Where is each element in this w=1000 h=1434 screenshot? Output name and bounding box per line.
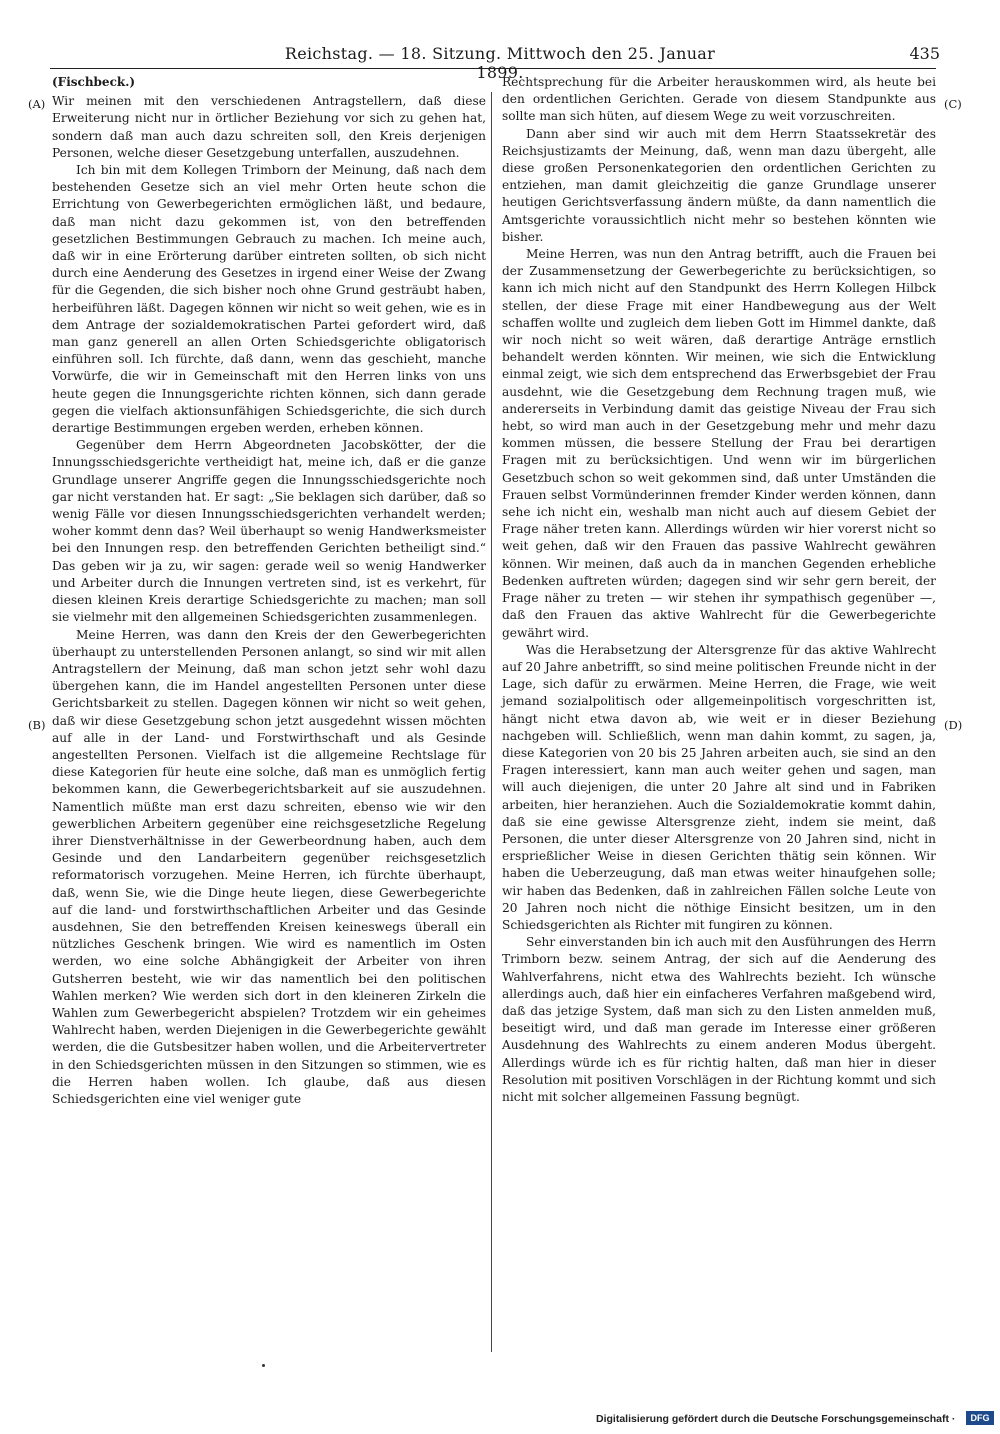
page-header: Reichstag. — 18. Sitzung. Mittwoch den 25. Januar 1899. bbox=[284, 44, 716, 82]
margin-mark-a: (A) bbox=[28, 97, 46, 111]
right-column bbox=[502, 74, 936, 1106]
column-divider bbox=[491, 92, 492, 1352]
margin-mark-d: (D) bbox=[944, 718, 963, 732]
right-paragraph-1: Rechtsprechung für die Arbeiter herauskommen wird, als heute bei den ordentlichen Gerichten. Gerade von diesem Standpunkte aus sollte man sich hüten, auf diesem Wege zu weit vorzuschreiten. bbox=[502, 75, 936, 124]
print-speck bbox=[262, 1364, 265, 1367]
right-paragraph-4: Was die Herabsetzung der Altersgrenze für das aktive Wahlrecht auf 20 Jahre anbetrifft, so sind meine politischen Freunde nicht in der Lage, sich dafür zu erwärmen. Meine Herren, die Frage, wie weit jemand sozialpolitisch oder allgemeinpolitisch vorgeschritten ist, hängt nicht etwa davon ab, wie weit er in dieser Beziehung nachgeben will. Schließlich, wenn man dahin kommt, zu sagen, ja, diese Kategorien von 20 bis 25 Jahren arbeiten auch, sie sind an den Fragen interessiert, kann man auch weiter gehen und sagen, man will auch diejenigen, die unter 20 Jahre alt sind und in Fabriken arbeiten, hier heranziehen. Auch die Sozialdemokratie kommt dahin, daß sie eine gewisse Altersgrenze zieht, indem sie meint, daß Personen, die unter dieser Altersgrenze von 20 Jahren sind, nicht in ersprießlicher Weise in diesen Gerichten thätig sein können. Wir haben die Ueberzeugung, daß man etwas weiter hinaufgehen solle; wir haben das Bedenken, daß in zahlreichen Fällen solche Leute von 20 Jahren noch nicht die nöthige Einsicht besitzen, um in den Schiedsgerichten als Richter mit fungiren zu können. bbox=[502, 642, 936, 932]
speaker-name: (Fischbeck.) bbox=[52, 75, 136, 89]
right-paragraph-5: Sehr einverstanden bin ich auch mit den Ausführungen des Herrn Trimborn bezw. seinem Antrag, der sich auf die Aenderung des Wahlverfahrens, nicht etwa des Wahlrechts bezieht. Ich wünsche allerdings auch, daß hier ein einfacheres Verfahren maßgebend wird, daß das jetzige System, daß man sich zu den Listen anmelden muß, beseitigt wird, und daß man gerade im Interesse einer größeren Ausdehnung des Wahlrechts zu einem anderen Modus übergeht. Allerdings würde ich es für richtig halten, daß man hier in dieser Resolution mit positiven Vorschlägen in der Richtung kommt und sich nicht mit solcher allgemeinen Fassung begnügt. bbox=[502, 935, 936, 1104]
left-paragraph-4: Meine Herren, was dann den Kreis der den Gewerbegerichten überhaupt zu unterstellenden Personen anlangt, so sind wir mit allen Antragstellern der Meinung, daß man schon jetzt sehr wohl dazu übergehen kann, die im Handel angestellten Personen unter diese Gerichtsbarkeit zu stellen. Dagegen können wir nicht so weit gehen, daß wir diese Gesetzgebung schon jetzt ausgedehnt wissen möchten auf alle in der Land- und Forstwirthschaft und als Gesinde angestellten Personen. Vielfach ist die allgemeine Rechtslage für diese Kategorien für heute eine solche, daß man es unmöglich fertig bekommen kann, die Gewerbegerichtsbarkeit auf sie auszudehnen. Namentlich müßte man erst dazu schreiten, ebenso wie wir den gewerblichen Arbeitern gegenüber eine reichsgesetzliche Regelung ihrer Dienstverhältnisse in der Gewerbeordnung haben, auch dem Gesinde und den Landarbeitern gegenüber reichsgesetzlich reformatorisch vorzugehen. Meine Herren, ich fürchte überhaupt, daß, wenn Sie, wie die Dinge heute liegen, diese Gewerbegerichte auf die land- und forstwirthschaftlichen Arbeiter und das Gesinde ausdehnen, Sie den betreffenden Kreisen keineswegs überall ein nützliches Geschenk bringen. Wie wird es namentlich im Osten werden, wo eine solche Abhängigkeit der Arbeiter von ihren Gutsherren besteht, wie wir das namentlich bei den politischen Wahlen merken? Wie werden sich dort in den kleineren Zirkeln die Wahlen zum Gewerbegericht abspielen? Trotzdem wir ein geheimes Wahlrecht haben, werden Diejenigen in die Gewerbegerichte gewählt werden, die die Gutsbesitzer haben wollen, und die Arbeitervertreter in den Schiedsgerichten müssen in den Sitzungen so stimmen, wie es die Herren haben wollen. Ich glaube, daß aus diesen Schiedsgerichten eine viel weniger gute bbox=[52, 627, 486, 1106]
margin-mark-b: (B) bbox=[28, 718, 46, 732]
left-paragraph-1: Wir meinen mit den verschiedenen Antragstellern, daß diese Erweiterung nicht nur in örtlicher Beziehung vor sich zu gehen hat, sondern daß man auch dazu schreiten soll, den Kreis derjenigen Personen, welche dieser Gesetzgebung unterfallen, auszudehnen. bbox=[52, 94, 486, 160]
dfg-logo: DFG bbox=[966, 1411, 994, 1425]
page-number: 435 bbox=[909, 44, 940, 63]
margin-mark-c: (C) bbox=[944, 97, 962, 111]
right-paragraph-2: Dann aber sind wir auch mit dem Herrn Staatssekretär des Reichsjustizamts der Meinung, daß, wenn man dazu übergeht, alle diese großen Personenkategorien den ordentlichen Gerichten zu entziehen, man damit gleichzeitig die ganze Grundlage unserer heutigen Gerichtsverfassung ändern müßte, da dann namentlich die Amtsgerichte voraussichtlich nicht mehr so bestehen könnten wie bisher. bbox=[502, 126, 936, 244]
footer-funding-note: Digitalisierung gefördert durch die Deutsche Forschungsgemeinschaft · bbox=[596, 1413, 956, 1425]
left-column bbox=[52, 74, 486, 1108]
left-paragraph-3: Gegenüber dem Herrn Abgeordneten Jacobskötter, der die Innungsschiedsgerichte vertheidigt hat, meine ich, daß er die ganze Grundlage unserer Angriffe gegen die Innungsschiedsgerichte noch gar nicht verstanden hat. Er sagt: „Sie beklagen sich darüber, daß so wenig Fälle vor diesen Innungsschiedsgerichten verhandelt werden; woher kommt denn das? Weil überhaupt so wenig Handwerksmeister bei den Innungen resp. den betreffenden Gerichten betheiligt sind.“ Das geben wir ja zu, wir sagen: gerade weil so wenig Handwerker und Arbeiter durch die Innungen vertreten sind, ist es verkehrt, für diesen kleinen Kreis derartige Schiedsgerichte zu machen; man soll sie vielmehr mit den allgemeinen Schiedsgerichten zusammenlegen. bbox=[52, 438, 486, 625]
right-paragraph-3: Meine Herren, was nun den Antrag betrifft, auch die Frauen bei der Zusammensetzung der Gewerbegerichte zu berücksichtigen, so kann ich mich nicht auf den Standpunkt des Herrn Kollegen Hilbck stellen, der diese Frage mit einer Handbewegung aus der Welt schaffen wollte und zugleich dem lieben Gott im Himmel dankte, daß wir noch nicht so weit wären, daß derartige Anträge ernstlich behandelt werden könnten. Wir meinen, wie sich die Entwicklung einmal zeigt, wie sich dem entsprechend das Erwerbsgebiet der Frau ausdehnt, wie die Gesetzgebung dem Rechnung tragen muß, wie andererseits in Verbindung damit das geistige Niveau der Frau sich hebt, so wird man auch in der Gesetzgebung mehr und mehr dazu kommen müssen, die bessere Stellung der Frau bei derartigen Fragen mit zu berücksichtigen. Und wenn wir im bürgerlichen Gesetzbuch schon so weit gekommen sind, daß unter Umständen die Frauen selbst Vormünderinnen fremder Kinder werden können, dann sehe ich nicht ein, weshalb man nicht auch auf diesem Gebiet der Frage näher treten kann. Allerdings würden wir hier vorerst nicht so weit gehen, daß wir den Frauen das passive Wahlrecht gewähren können. Wir meinen, daß auch da in manchen Gegenden erhebliche Bedenken auftreten würden; dagegen sind wir sehr gern bereit, der Frage näher zu treten — wir stehen ihr sympathisch gegenüber —, daß den Frauen das aktive Wahlrecht für die Gewerbegerichte gewährt wird. bbox=[502, 247, 936, 640]
left-paragraph-2: Ich bin mit dem Kollegen Trimborn der Meinung, daß nach dem bestehenden Gesetze sich an viel mehr Orten heute schon die Errichtung von Gewerbegerichten ermöglichen läßt, und bedaure, daß man nicht dazu gekommen ist, von den betreffenden gesetzlichen Bestimmungen Gebrauch zu machen. Ich meine auch, daß wir in eine Erörterung darüber eintreten sollten, ob sich nicht durch eine Aenderung des Gesetzes in irgend einer Weise der Zwang für die Gegenden, die sich bisher noch ohne Grund gesträubt haben, herbeiführen läßt. Dagegen können wir nicht so weit gehen, wie es in dem Antrage der sozialdemokratischen Partei gefordert wird, daß man ganz generell an allen Orten Schiedsgerichte obligatorisch einführen soll. Ich fürchte, daß dann, wenn das geschieht, manche Vorwürfe, die wir in Gemeinschaft mit den Herren links von uns heute gegen die Innungsgerichte richten können, sich dann gerade gegen die vielfach aktionsunfähigen Schiedsgerichte, die sich durch derartige Bestimmungen ergeben werden, erheben können. bbox=[52, 163, 486, 436]
header-rule bbox=[50, 68, 936, 69]
